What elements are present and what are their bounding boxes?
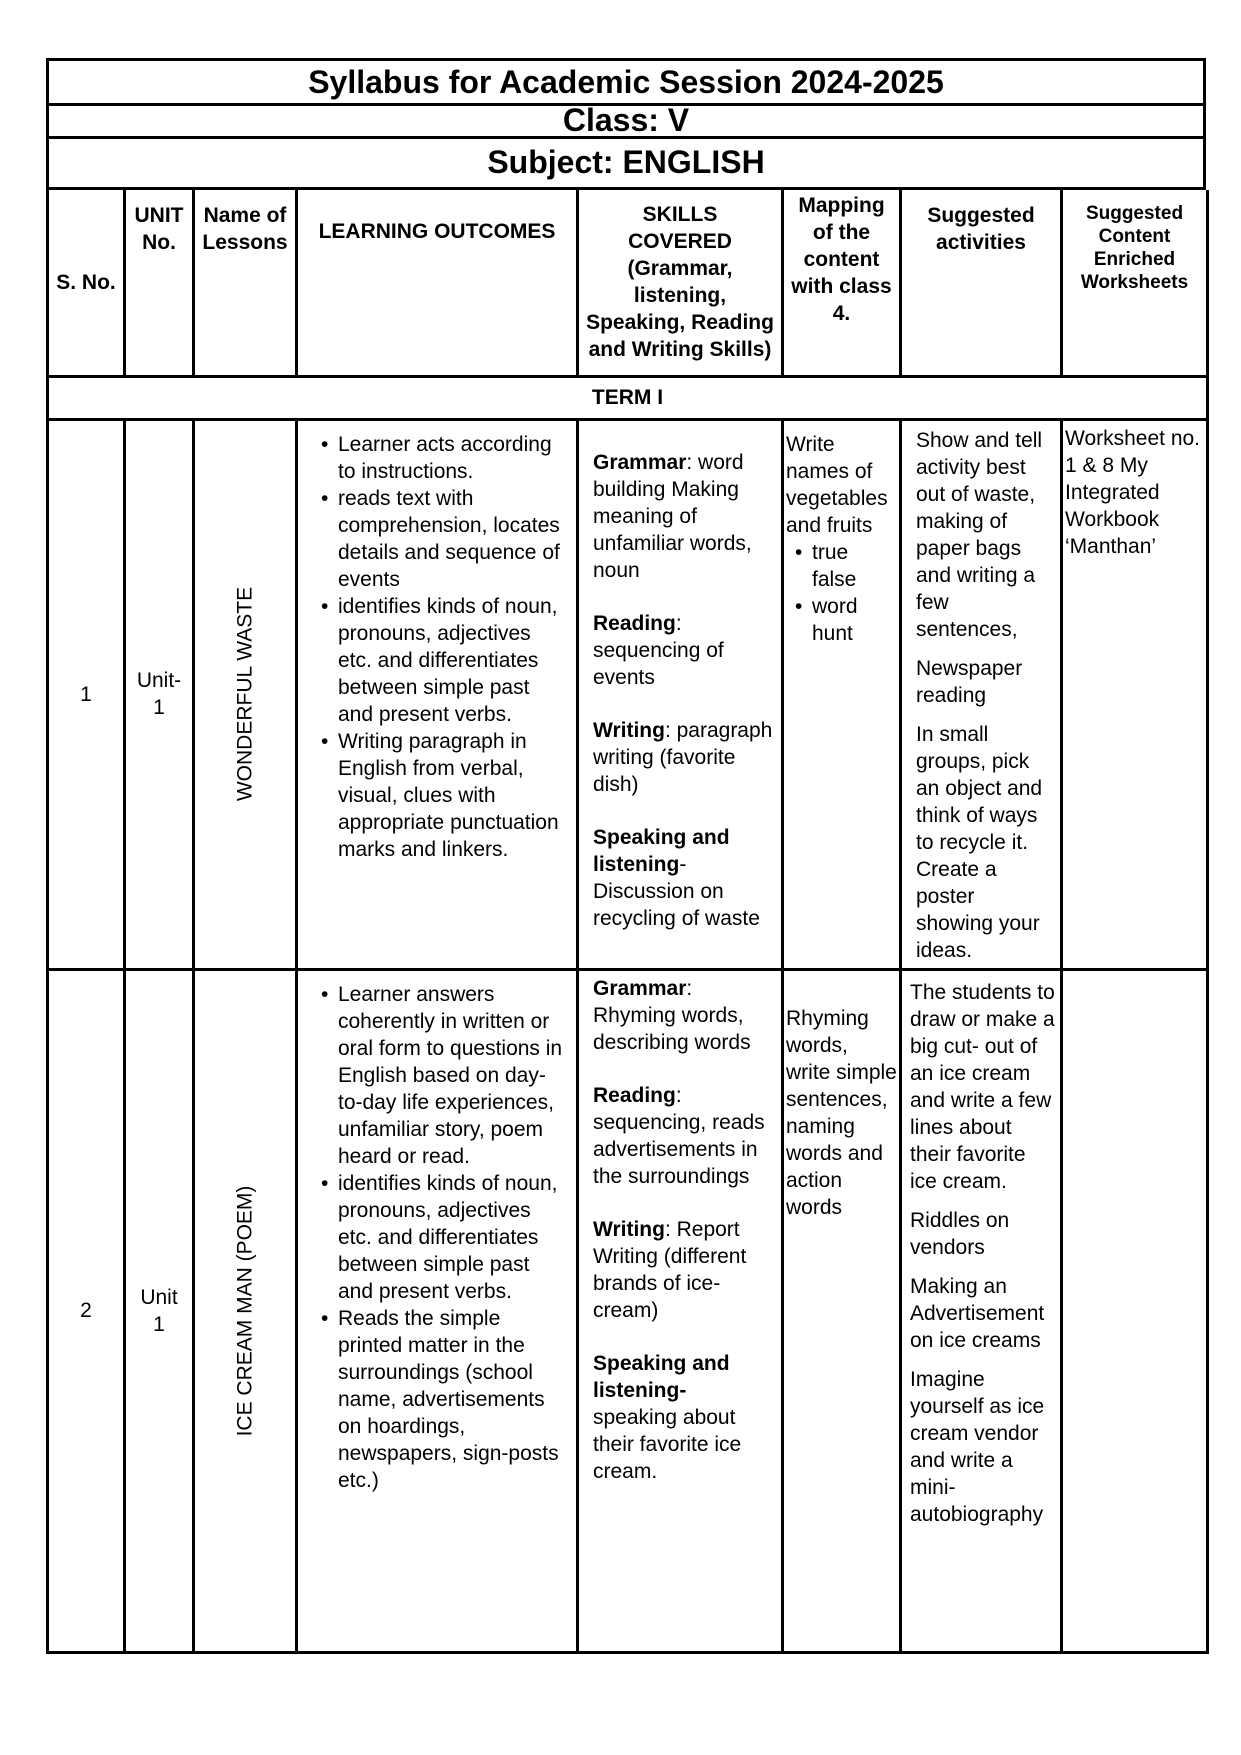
subject-line: Subject: ENGLISH — [46, 136, 1206, 190]
activity-item: The students to draw or make a big cut- out of an ice cream and write a few lines about their favorite ice cream. — [910, 980, 1055, 1193]
skill-item: Reading: sequencing of events — [593, 611, 724, 689]
activity-item: Imagine yourself as ice cream vendor and write a mini-autobiography — [910, 1367, 1045, 1526]
syllabus-document — [46, 58, 1206, 1654]
row-outcomes — [297, 419, 578, 969]
row-outcomes — [297, 969, 578, 1652]
header-row — [48, 190, 1208, 376]
header-outcomes: LEARNING OUTCOMES — [297, 190, 578, 376]
row-unit: Unit-1 — [125, 419, 194, 969]
term-label: TERM I — [48, 376, 1208, 419]
row-mapping — [783, 419, 901, 969]
row-lesson: WONDERFUL WASTE — [194, 419, 297, 969]
header-lesson: Name of Lessons — [194, 190, 297, 376]
outcome-item: • Learner acts according to instructions. — [338, 431, 568, 485]
document-title: Syllabus for Academic Session 2024-2025 — [46, 58, 1206, 103]
table-row — [48, 419, 1208, 969]
row-activities — [901, 419, 1062, 969]
mapping-text: Rhyming words, write simple sentences, naming words and action words — [786, 1006, 897, 1219]
row-lesson: ICE CREAM MAN (POEM) — [194, 969, 297, 1652]
outcome-item: • Learner answers coherently in written or oral form to questions in English based on day-to-day life experiences, unfamiliar story, poem heard or read. — [338, 981, 568, 1170]
header-activities: Suggested activities — [901, 190, 1062, 376]
row-worksheets: Worksheet no. 1 & 8 My Integrated Workbook ‘Manthan’ — [1062, 419, 1208, 969]
activity-item: Making an Advertisement on ice creams — [910, 1274, 1045, 1352]
outcome-item: • Reads the simple printed matter in the surroundings (school name, advertisements on hoardings, newspapers, sign-posts etc.) — [338, 1305, 568, 1494]
row-sno: 2 — [48, 969, 125, 1652]
skill-item: Grammar: word building Making meaning of unfamiliar words, noun — [593, 450, 752, 582]
header-worksheets: Suggested Content Enriched Worksheets — [1062, 190, 1208, 376]
activity-item: Riddles on vendors — [910, 1208, 1010, 1259]
class-line: Class: V — [46, 103, 1206, 136]
activity-item: Show and tell activity best out of waste, making of paper bags and writing a few sentences, — [916, 428, 1043, 641]
row-unit: Unit 1 — [125, 969, 194, 1652]
outcome-item: • Writing paragraph in English from verbal, visual, clues with appropriate punctuation marks and linkers. — [338, 728, 568, 863]
syllabus-table — [46, 190, 1209, 1654]
row-mapping — [783, 969, 901, 1652]
mapping-item: • word hunt — [812, 593, 897, 647]
outcome-item: • identifies kinds of noun, pronouns, adjectives etc. and differentiates between simple past and present verbs. — [338, 593, 568, 728]
skill-item: Writing: paragraph writing (favorite dish) — [593, 718, 773, 796]
outcome-item: • identifies kinds of noun, pronouns, adjectives etc. and differentiates between simple past and present verbs. — [338, 1170, 568, 1305]
skill-item: Speaking and listening- speaking about their favorite ice cream. — [593, 1351, 742, 1483]
mapping-text: Write names of vegetables and fruits — [786, 432, 888, 537]
outcome-item: • reads text with comprehension, locates details and sequence of events — [338, 485, 568, 593]
header-sno: S. No. — [48, 190, 125, 376]
skill-item: Grammar: Rhyming words, describing words — [593, 976, 751, 1054]
row-skills — [578, 969, 783, 1652]
table-row — [48, 969, 1208, 1652]
term-row — [48, 376, 1208, 419]
mapping-item: • true false — [812, 539, 897, 593]
header-skills: SKILLS COVERED (Grammar, listening, Speaking, Reading and Writing Skills) — [578, 190, 783, 376]
header-mapping: Mapping of the content with class 4. — [783, 190, 901, 376]
skill-item: Speaking and listening- Discussion on recycling of waste — [593, 825, 760, 930]
row-worksheets-empty — [1062, 969, 1208, 1652]
row-activities — [901, 969, 1062, 1652]
row-sno: 1 — [48, 419, 125, 969]
activity-item: In small groups, pick an object and think of ways to recycle it. Create a poster showing your ideas. — [916, 722, 1043, 962]
row-skills — [578, 419, 783, 969]
skill-item: Writing: Report Writing (different brands of ice-cream) — [593, 1217, 747, 1322]
skill-item: Reading: sequencing, reads advertisements in the surroundings — [593, 1083, 765, 1188]
header-unit: UNIT No. — [125, 190, 194, 376]
activity-item: Newspaper reading — [916, 656, 1023, 707]
